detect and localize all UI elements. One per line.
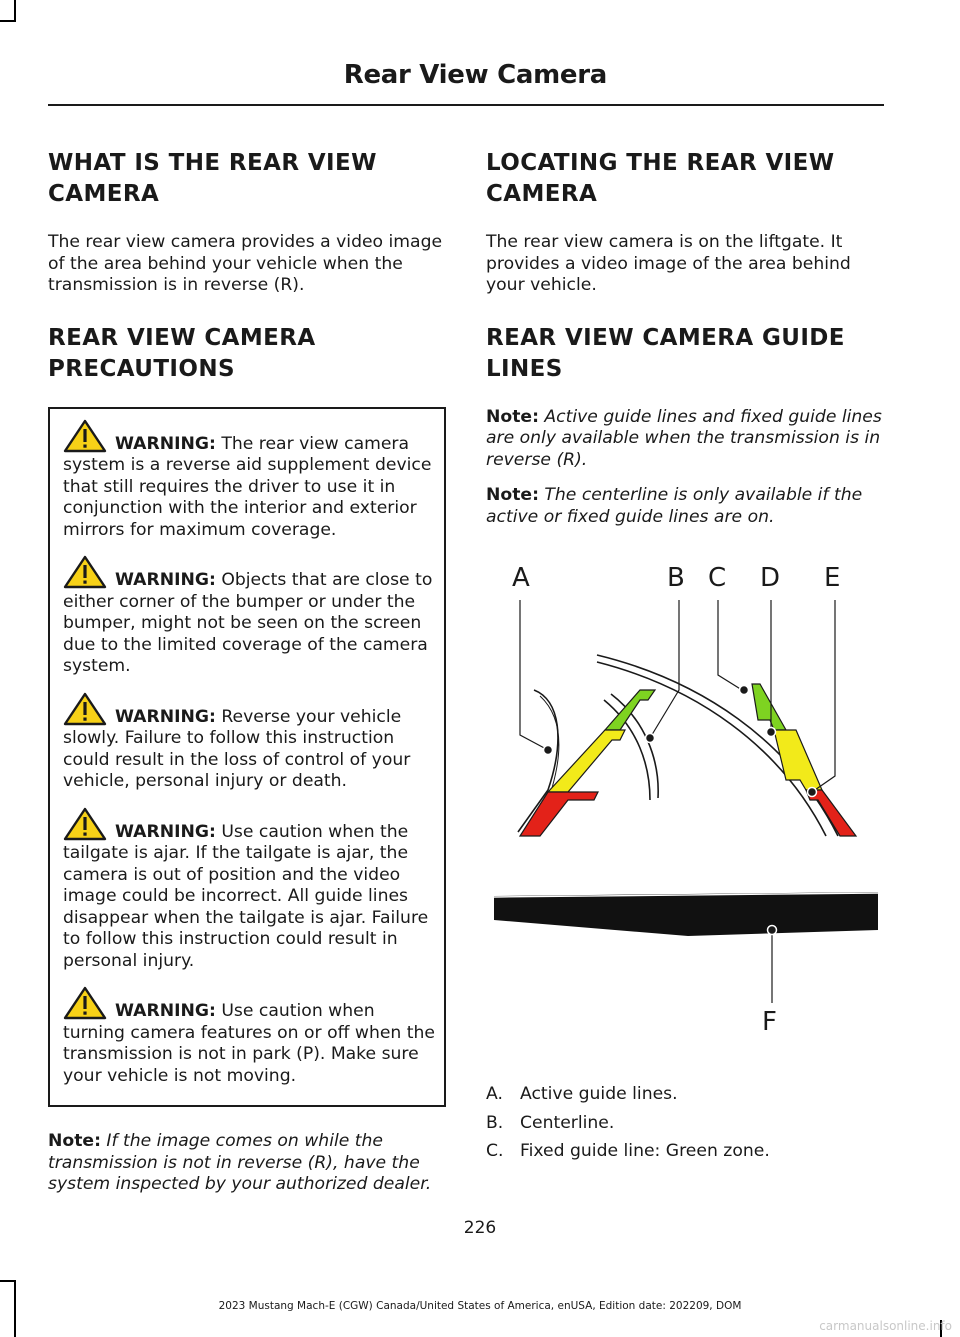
legend-item [486,1084,884,1106]
legend-item [486,1141,884,1163]
callout-letter-e: E [824,563,841,593]
page-footer: 2023 Mustang Mach-E (CGW) Canada/United States of America, enUSA, Edition date: 202209, DOM [218,1300,742,1312]
right-column [486,148,884,542]
warning-text: Objects that are close to either corner of the bumper or under the bumper, might not be seen on the screen due to the limited coverage of the camera system. [63,570,433,676]
section-heading-guide-lines: REAR VIEW CAMERA GUIDE LINES [486,324,845,382]
section-heading-what-is: WHAT IS THE REAR VIEW CAMERA [48,150,377,207]
warning-label: WARNING: [115,706,216,727]
callout-letter-b: B [667,563,685,593]
fixed-guide-line-right [752,684,856,836]
warning-label: WARNING: [115,570,216,590]
legend-text: Active guide lines. [520,1084,678,1104]
warning-triangle-icon [63,807,107,841]
bumper [494,892,878,936]
section-heading-precautions: REAR VIEW CAMERA PRECAUTIONS [48,324,316,382]
warning-label: WARNING: [115,1001,216,1021]
note-text: If the image comes on while the transmission is not in reverse (R), have the system inspected by your authorized dealer. [48,1131,432,1194]
left-column [48,148,446,1210]
centerline-note [486,485,884,528]
warning-label: WARNING: [115,433,216,454]
legend-text: Fixed guide line: Green zone. [520,1141,770,1161]
legend-key: B. [486,1112,504,1133]
dot-d [767,728,776,737]
dealer-note [48,1131,446,1196]
centerline-outer [611,694,658,798]
callout-letter-f: F [762,1007,777,1037]
note-text: Active guide lines and fixed guide lines are only available when the transmission is in reverse (R). [486,406,882,470]
right-yellow-zone [774,730,822,790]
figure-legend [486,1084,884,1170]
legend-text: Centerline. [520,1112,615,1133]
warning-text: Reverse your vehicle slowly. Failure to follow this instruction could result in the loss of control of your vehicle, personal injury or death. [63,706,411,791]
active-guide-line-inner [540,696,559,788]
warning-item [63,419,436,542]
note-label: Note: [486,406,539,427]
warning-text: Use caution when turning camera features on or off when the transmission is not in park (P). Make sure your vehicle is not moving. [63,1001,435,1086]
guide-lines-note [486,407,884,472]
callout-letter-c: C [708,563,727,593]
warning-text: Use caution when the tailgate is ajar. If the tailgate is ajar, the camera is out of position and the video image could be incorrect. All guide lines disappear when the tailgate is ajar. Failure to follow this instruction could result in personal injury. [63,821,429,971]
callout-letter-d: D [760,563,781,593]
locating-paragraph: The rear view camera is on the liftgate. It provides a video image of the area behind your vehicle. [486,232,851,295]
section-heading-locating: LOCATING THE REAR VIEW CAMERA [486,150,835,207]
warning-triangle-icon [63,555,107,589]
header-rule [48,104,884,106]
page-header-title: Rear View Camera [343,60,607,90]
watermark[interactable]: carmanualsonline.info [819,1319,952,1333]
callout-letter-a: A [512,563,530,593]
warning-label: WARNING: [115,821,216,842]
warning-item [63,555,436,678]
warning-triangle-icon [63,986,107,1020]
intro-paragraph: The rear view camera provides a video image of the area behind your vehicle when the transmission is in reverse (R). [48,232,443,295]
warning-item [63,807,436,973]
crop-mark-bottom-left-h [0,1280,16,1282]
note-text: The centerline is only available if the active or fixed guide lines are on. [486,485,863,527]
warning-triangle-icon [63,692,107,726]
right-green-zone [752,684,786,730]
dot-e [808,788,817,797]
legend-item [486,1113,884,1135]
warning-item [63,692,436,793]
warning-item [63,986,436,1087]
legend-key: A. [486,1084,503,1104]
left-yellow-zone [548,730,625,792]
note-label: Note: [48,1131,101,1151]
page-number: 226 [463,1218,497,1238]
legend-key: C. [486,1141,504,1161]
warning-text: The rear view camera system is a reverse aid supplement device that still requires the driver to use it in conjunction with the interior and exterior mirrors for maximum coverage. [63,433,432,540]
warning-box [48,407,446,1108]
dot-c [740,686,749,695]
note-label: Note: [486,485,539,505]
warning-triangle-icon [63,419,107,453]
dot-b [646,734,655,743]
crop-mark-top-left-h [0,20,16,22]
dot-a [544,746,553,755]
guide-lines-diagram [486,540,886,1060]
crop-mark-top-left-v [14,0,16,20]
fixed-guide-line-left [520,690,655,836]
dot-f [768,926,777,935]
